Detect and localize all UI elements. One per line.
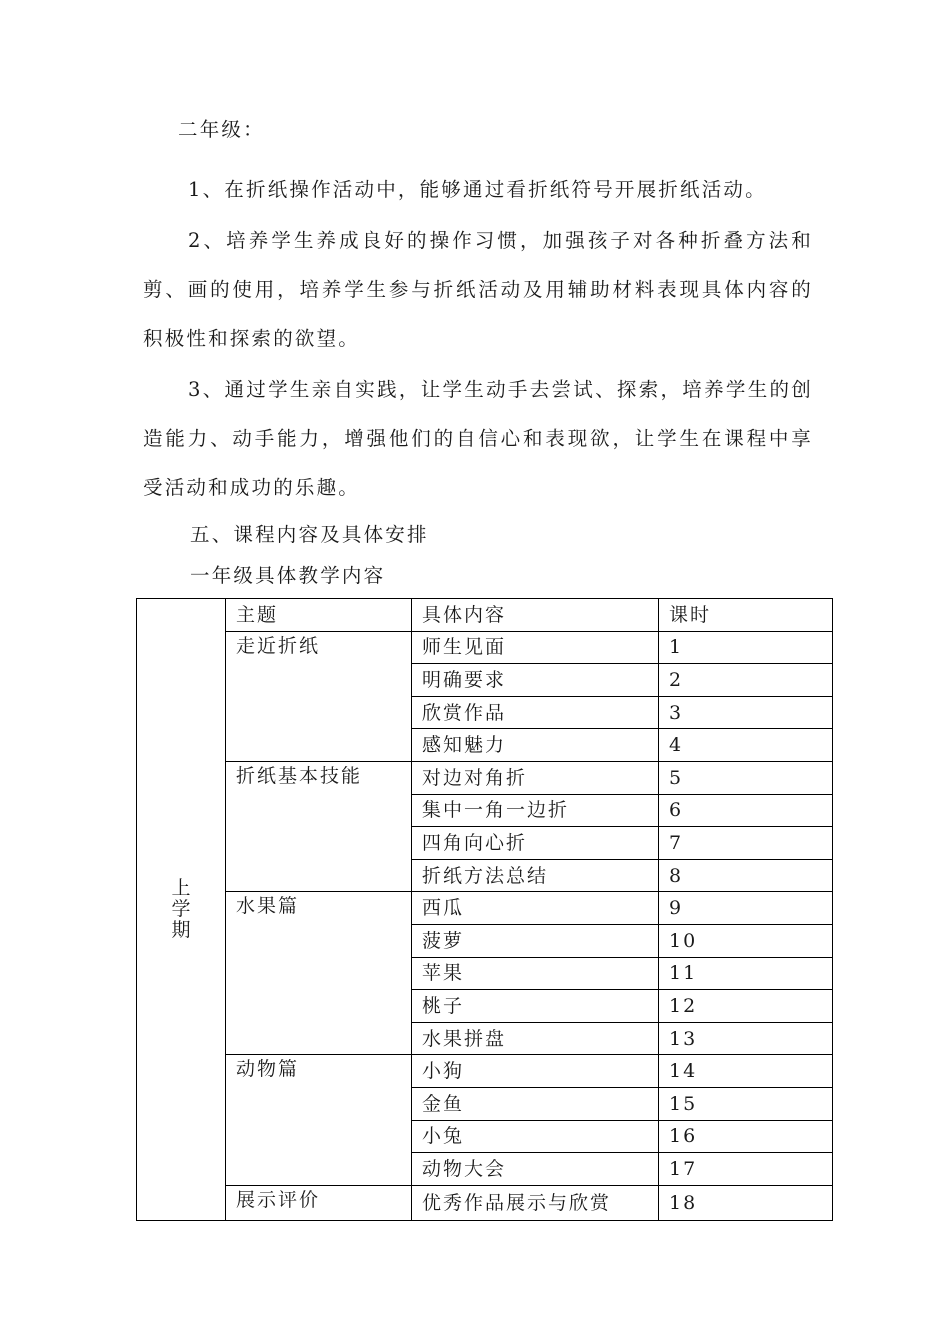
table-row: [137, 631, 833, 664]
table-row: [137, 1185, 833, 1221]
content-cell: 明确要求: [412, 664, 659, 697]
semester-label: 上学期: [171, 877, 191, 942]
hours-cell: 9: [659, 892, 833, 925]
header-content: 具体内容: [412, 599, 659, 632]
hours-cell: 13: [659, 1022, 833, 1055]
hours-cell: 16: [659, 1120, 833, 1153]
content-cell: 菠萝: [412, 924, 659, 957]
section-heading: 五、课程内容及具体安排: [190, 523, 429, 546]
content-cell: 小兔: [412, 1120, 659, 1153]
content-cell: 动物大会: [412, 1153, 659, 1186]
content-cell: 优秀作品展示与欣赏: [412, 1185, 659, 1221]
hours-cell: 1: [659, 631, 833, 664]
hours-cell: 17: [659, 1153, 833, 1186]
hours-cell: 15: [659, 1087, 833, 1120]
hours-cell: 8: [659, 859, 833, 892]
header-row: [137, 599, 833, 632]
hours-cell: 5: [659, 761, 833, 794]
content-cell: 师生见面: [412, 631, 659, 664]
table-title: 一年级具体教学内容: [190, 564, 386, 587]
content-cell: 对边对角折: [412, 761, 659, 794]
header-theme: 主题: [226, 599, 412, 632]
semester-cell: [137, 599, 226, 1221]
content-cell: 欣赏作品: [412, 696, 659, 729]
theme-cell: 走近折纸: [226, 631, 412, 761]
content-cell: 小狗: [412, 1055, 659, 1088]
hours-cell: 3: [659, 696, 833, 729]
content-cell: 折纸方法总结: [412, 859, 659, 892]
theme-cell: 动物篇: [226, 1055, 412, 1185]
content-cell: 四角向心折: [412, 827, 659, 860]
hours-cell: 6: [659, 794, 833, 827]
hours-cell: 10: [659, 924, 833, 957]
hours-cell: 11: [659, 957, 833, 990]
hours-cell: 18: [659, 1185, 833, 1221]
table-row: [137, 1055, 833, 1088]
content-cell: 集中一角一边折: [412, 794, 659, 827]
content-cell: 桃子: [412, 990, 659, 1023]
hours-cell: 7: [659, 827, 833, 860]
theme-cell: 展示评价: [226, 1185, 412, 1221]
goal-2: 2、培养学生养成良好的操作习惯，加强孩子对各种折叠方法和剪、画的使用，培养学生参与折纸活动及用辅助材料表现具体内容的积极性和探索的欲望。: [143, 229, 813, 350]
hours-cell: 2: [659, 664, 833, 697]
theme-cell: 水果篇: [226, 892, 412, 1055]
theme-cell: 折纸基本技能: [226, 761, 412, 891]
table-row: [137, 761, 833, 794]
content-cell: 感知魅力: [412, 729, 659, 762]
hours-cell: 4: [659, 729, 833, 762]
header-hours: 课时: [659, 599, 833, 632]
content-cell: 水果拼盘: [412, 1022, 659, 1055]
grade2-heading: 二年级：: [178, 118, 265, 141]
content-cell: 金鱼: [412, 1087, 659, 1120]
course-schedule-table: [136, 598, 833, 1221]
content-cell: 苹果: [412, 957, 659, 990]
hours-cell: 14: [659, 1055, 833, 1088]
table-row: [137, 892, 833, 925]
content-cell: 西瓜: [412, 892, 659, 925]
hours-cell: 12: [659, 990, 833, 1023]
goal-3: 3、通过学生亲自实践，让学生动手去尝试、探索，培养学生的创造能力、动手能力，增强他们的自信心和表现欲，让学生在课程中享受活动和成功的乐趣。: [143, 378, 813, 499]
goal-1: 1、在折纸操作活动中，能够通过看折纸符号开展折纸活动。: [188, 178, 767, 201]
